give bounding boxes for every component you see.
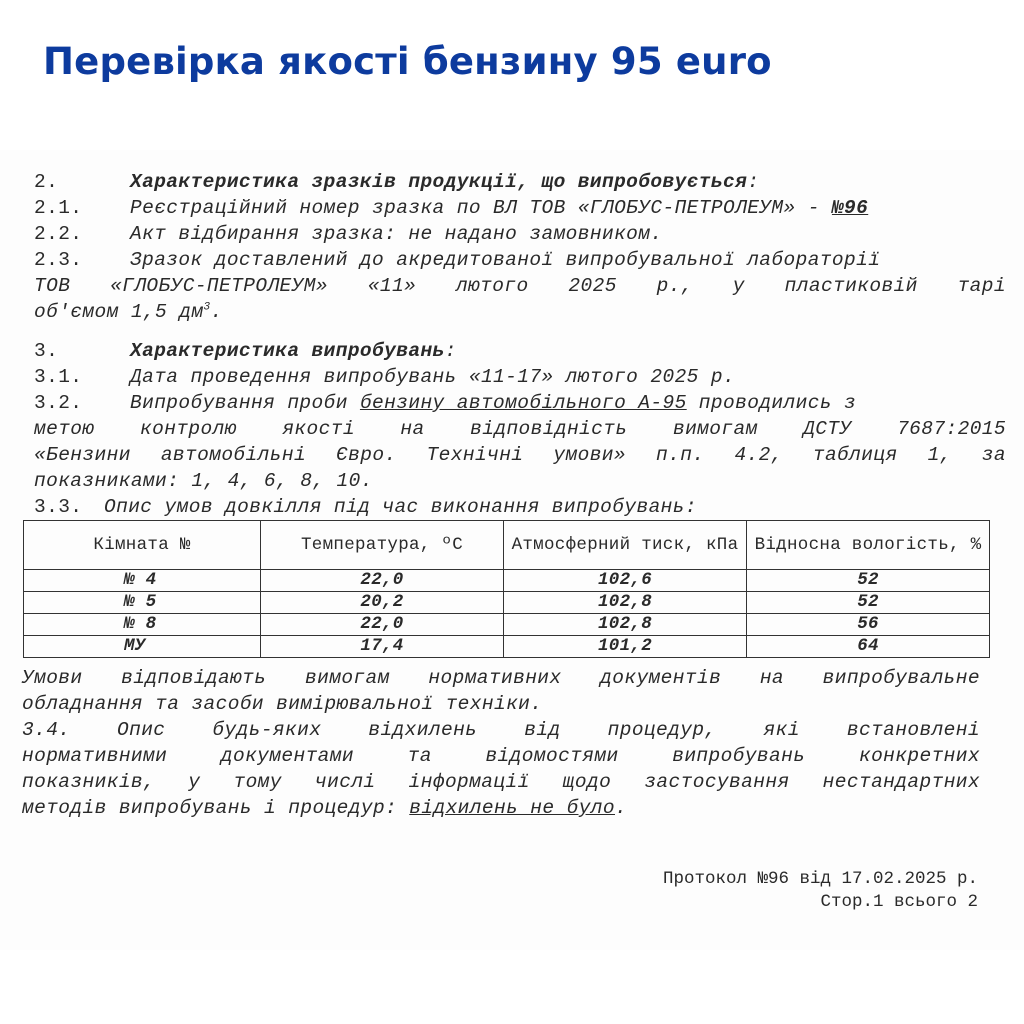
table-cell-humidity: 52 — [747, 592, 990, 614]
item-3-2-line1: 3.2. Випробування проби бензину автомобільного А-95 проводились з — [34, 392, 857, 414]
item-3-2-line2: метою контролю якості на відповідність вимогам ДСТУ 7687:2015 — [34, 418, 1006, 440]
table-row — [24, 636, 990, 658]
table-cell-room: № 4 — [24, 570, 261, 592]
table-cell-pressure: 101,2 — [504, 636, 747, 658]
table-cell-pressure: 102,8 — [504, 614, 747, 636]
table-cell-temperature: 20,2 — [261, 592, 504, 614]
table-cell-temperature: 22,0 — [261, 570, 504, 592]
environment-conditions-table — [23, 520, 990, 658]
section-2-heading: 2. Характеристика зразків продукції, що випробовується: — [34, 171, 760, 193]
registration-number: №96 — [831, 197, 869, 219]
page-headline: Перевірка якості бензину 95 euro — [43, 40, 772, 83]
item-3-4-line2: нормативними документами та відомостями випробувань конкретних — [22, 745, 980, 767]
table-cell-pressure: 102,6 — [504, 570, 747, 592]
column-header-room: Кімната № — [24, 521, 261, 570]
column-header-humidity: Відносна вологість, % — [747, 521, 990, 570]
table-row — [24, 614, 990, 636]
table-cell-humidity: 52 — [747, 570, 990, 592]
table-cell-room: № 8 — [24, 614, 261, 636]
table-cell-temperature: 22,0 — [261, 614, 504, 636]
item-3-4-line3: показників, у тому числі інформації щодо застосування нестандартних — [22, 771, 980, 793]
column-header-temperature: Температура, ºС — [261, 521, 504, 570]
scanned-protocol-page — [0, 150, 1024, 950]
table-cell-room: № 5 — [24, 592, 261, 614]
table-cell-room: МУ — [24, 636, 261, 658]
item-3-4-line4: методів випробувань і процедур: відхилень не було. — [22, 797, 628, 819]
table-header-row — [24, 521, 990, 570]
table-cell-humidity: 56 — [747, 614, 990, 636]
table-row — [24, 570, 990, 592]
item-2-3-line2: ТОВ «ГЛОБУС-ПЕТРОЛЕУМ» «11» лютого 2025 р., у пластиковій тарі — [34, 275, 1006, 297]
deviations-result: відхилень не було — [409, 797, 615, 819]
item-3-2-line3: «Бензини автомобільні Євро. Технічні умови» п.п. 4.2, таблиця 1, за — [34, 444, 1006, 466]
item-3-3: 3.3. Опис умов довкілля під час виконання випробувань: — [34, 496, 697, 518]
item-2-3-line3: об'ємом 1,5 $дм^3$. — [34, 301, 223, 323]
page-counter: Стор.1 всього 2 — [820, 892, 978, 912]
table-cell-temperature: 17,4 — [261, 636, 504, 658]
item-3-2-line4: показниками: 1, 4, 6, 8, 10. — [34, 470, 373, 492]
item-2-1: 2.1. Реєстраційний номер зразка по ВЛ ТОВ «ГЛОБУС-ПЕТРОЛЕУМ» - №96 — [34, 197, 869, 219]
table-row — [24, 592, 990, 614]
item-2-2: 2.2. Акт відбирання зразка: не надано замовником. — [34, 223, 663, 245]
item-3-1: 3.1. Дата проведення випробувань «11-17» лютого 2025 р. — [34, 366, 736, 388]
product-name: бензину автомобільного А-95 — [359, 392, 687, 414]
column-header-pressure: Атмосферний тиск, кПа — [504, 521, 747, 570]
item-2-3-line1: 2.3. Зразок доставлений до акредитованої випробувальної лабораторії — [34, 249, 881, 271]
conditions-note-line2: обладнання та засоби вимірювальної техніки. — [22, 693, 543, 715]
table-cell-pressure: 102,8 — [504, 592, 747, 614]
section-3-heading: 3. Характеристика випробувань: — [34, 340, 457, 362]
table-cell-humidity: 64 — [747, 636, 990, 658]
conditions-note-line1: Умови відповідають вимогам нормативних документів на випробувальне — [22, 667, 980, 689]
protocol-reference: Протокол №96 від 17.02.2025 р. — [662, 869, 978, 889]
item-3-4-line1: 3.4. Опис будь-яких відхилень від процедур, які встановлені — [22, 719, 980, 741]
